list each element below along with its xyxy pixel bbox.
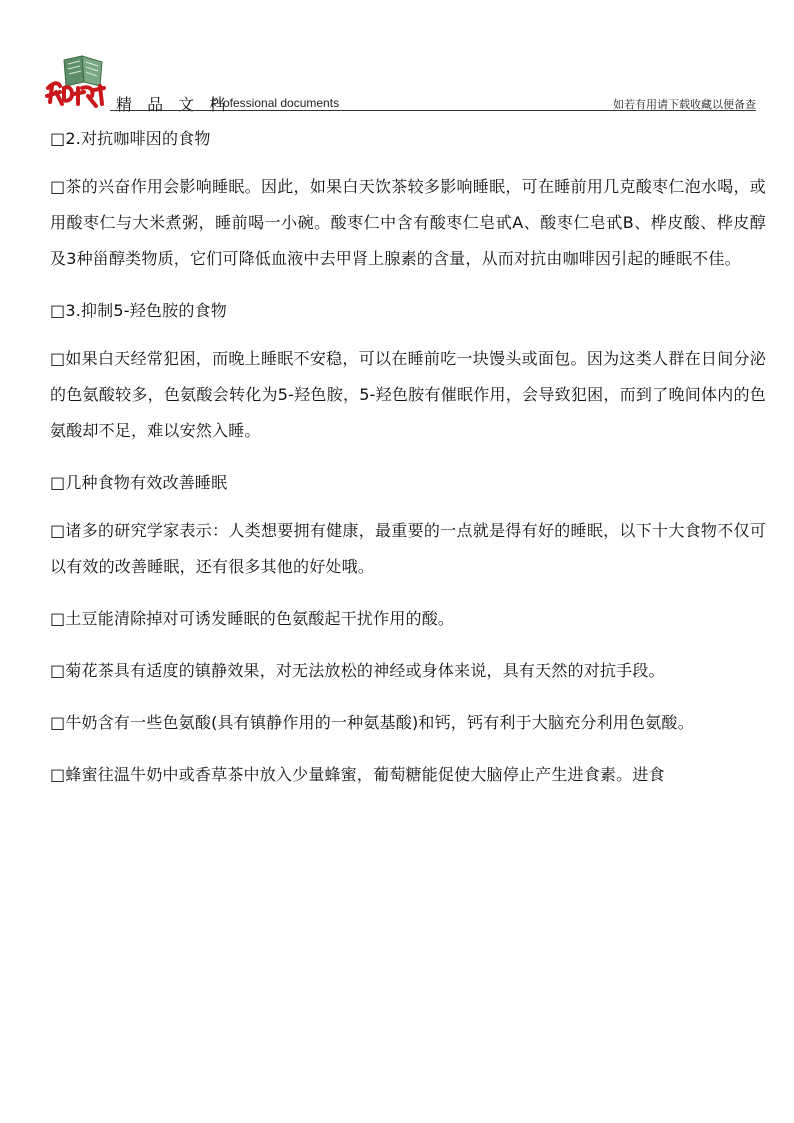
section-heading-foods: □几种食物有效改善睡眠 xyxy=(50,473,228,492)
header-subtitle: Professional documents xyxy=(211,96,340,110)
header-title: 精 品 文 档 xyxy=(116,95,231,114)
header-divider xyxy=(110,110,756,111)
page-header xyxy=(0,0,794,112)
paragraph-chrysanthemum: □菊花茶具有适度的镇静效果，对无法放松的神经或身体来说，具有天然的对抗手段。 xyxy=(50,661,665,680)
paragraph-tea: □茶的兴奋作用会影响睡眠。因此，如果白天饮茶较多影响睡眠，可在睡前用几克酸枣仁泡水喝，或用酸枣仁与大米煮粥，睡前喝一小碗。酸枣仁中含有酸枣仁皂甙A、酸枣仁皂甙B、桦皮酸、桦皮醇及3种甾醇类物质，它们可降低血液中去甲肾上腺素的含量，从而对抗由咖啡因引起的睡眠不佳。 xyxy=(50,177,766,268)
header-download-note: 如若有用请下载收藏以便备查 xyxy=(613,98,756,111)
paragraph-bread: □如果白天经常犯困，而晚上睡眠不安稳，可以在睡前吃一块馒头或面包。因为这类人群在日间分泌的色氨酸较多，色氨酸会转化为5-羟色胺，5-羟色胺有催眠作用，会导致犯困，而到了晚间体内的色氨酸却不足，难以安然入睡。 xyxy=(50,349,766,440)
paragraph-honey: □蜂蜜往温牛奶中或香草茶中放入少量蜂蜜，葡萄糖能促使大脑停止产生进食素。进食 xyxy=(50,765,665,784)
document-body xyxy=(50,121,766,809)
section-heading-caffeine: □2.对抗咖啡因的食物 xyxy=(50,129,211,148)
paragraph-milk: □牛奶含有一些色氨酸(具有镇静作用的一种氨基酸)和钙，钙有利于大脑充分利用色氨酸。 xyxy=(50,713,694,732)
paragraph-potato: □土豆能清除掉对可诱发睡眠的色氨酸起干扰作用的酸。 xyxy=(50,609,455,628)
zhishi-logo-icon xyxy=(44,52,112,108)
section-heading-serotonin: □3.抑制5-羟色胺的食物 xyxy=(50,301,227,320)
paragraph-researchers: □诸多的研究学家表示：人类想要拥有健康，最重要的一点就是得有好的睡眠，以下十大食物不仅可以有效的改善睡眠，还有很多其他的好处哦。 xyxy=(50,521,766,576)
